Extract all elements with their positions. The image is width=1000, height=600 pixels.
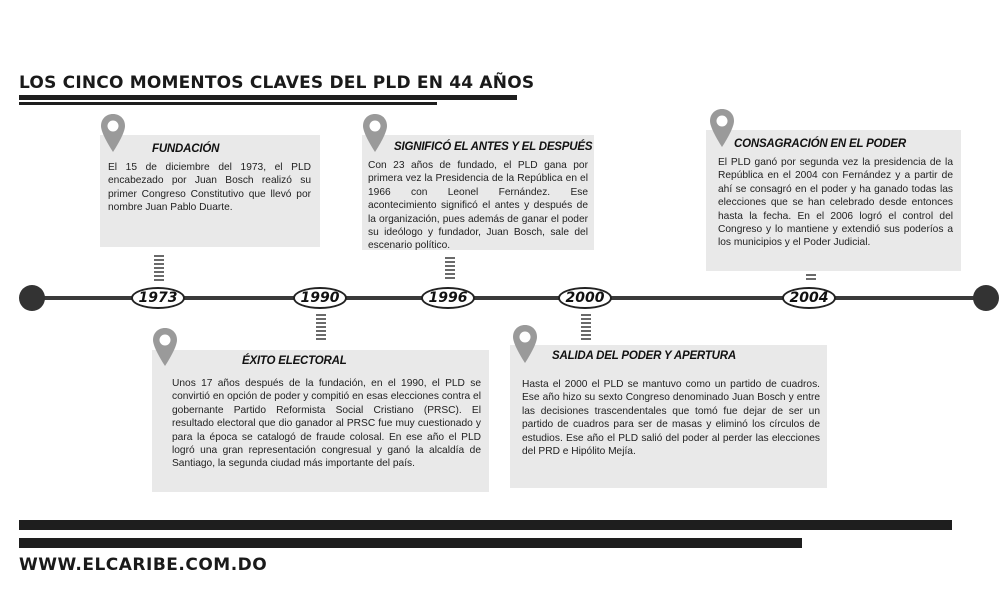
map-pin-icon xyxy=(152,327,178,367)
timeline-end-dot xyxy=(973,285,999,311)
year-marker-2000: 2000 xyxy=(558,287,612,309)
title-underline-thin xyxy=(19,102,437,105)
page-title: LOS CINCO MOMENTOS CLAVES DEL PLD EN 44 AÑOS xyxy=(19,73,535,93)
event-text: El 15 de diciembre del 1973, el PLD encabezado por Juan Bosch realizó su primer Congreso Constitutivo que llevó por nombre Juan Pablo Duarte. xyxy=(108,162,311,214)
event-title: CONSAGRACIÓN EN EL PODER xyxy=(734,138,906,150)
event-text: Hasta el 2000 el PLD se mantuvo como un partido de cuadros. Ese año hizo su sexto Congreso denominado Juan Bosch y entre las decisiones trascendentales que tomó fue dejar de ser un partido de cuadros para ser de masas y eliminó los círculos de estudios. Ese año el PLD salió del poder al perder las elecciones del PRD e Hipólito Mejía. xyxy=(522,379,820,458)
connector-2000 xyxy=(581,314,591,342)
title-underline-thick xyxy=(19,95,517,100)
map-pin-icon xyxy=(362,113,388,153)
event-title: FUNDACIÓN xyxy=(152,143,220,155)
year-marker-1996: 1996 xyxy=(421,287,475,309)
event-card-salida-poder xyxy=(510,345,827,488)
event-card-consagracion xyxy=(706,130,961,271)
event-text: Con 23 años de fundado, el PLD gana por primera vez la Presidencia de la República en el 1966 con Leonel Fernández. Ese acontecimiento significó el antes y después de la organización, pues además de ganar el poder su ideólogo y fundador, Juan Bosch, sale del escenario político. xyxy=(368,160,588,252)
event-text: El PLD ganó por segunda vez la presidencia de la República en el 2004 con Fernández y a partir de ahí se consagró en el poder y ha ganado todas las elecciones que se han celebrado desde entonces hasta la fecha. En el 2006 logró el control del Congreso y lo mantiene y extendió sus poderíos a los municipios y el Poder Judicial. xyxy=(718,157,953,249)
connector-1990 xyxy=(316,314,326,342)
map-pin-icon xyxy=(100,113,126,153)
connector-2004 xyxy=(806,274,816,282)
footer-bar-thin xyxy=(19,538,802,548)
map-pin-icon xyxy=(709,108,735,148)
year-marker-1990: 1990 xyxy=(293,287,347,309)
year-marker-1973: 1973 xyxy=(131,287,185,309)
event-text: Unos 17 años después de la fundación, en el 1990, el PLD se convirtió en opción de poder y compitió en esas elecciones contra el gobernante Partido Reformista Social Cristiano (PRSC). El resultado electoral que dio ganador al PRSC fue muy cuestionado y para la época se catalogó de fraude colosal. En ese año el PLD logró una gran representación congresual y ganó la alcaldía de Santiago, la segunda ciudad más importante del país. xyxy=(172,378,481,470)
event-title: ÉXITO ELECTORAL xyxy=(242,355,347,367)
year-marker-2004: 2004 xyxy=(782,287,836,309)
website-label: WWW.ELCARIBE.COM.DO xyxy=(19,555,268,575)
map-pin-icon xyxy=(512,324,538,364)
event-card-exito-electoral xyxy=(152,350,489,492)
event-card-fundacion xyxy=(100,135,320,247)
event-card-antes-despues xyxy=(362,135,594,250)
event-title: SALIDA DEL PODER Y APERTURA xyxy=(552,350,736,362)
connector-1996 xyxy=(445,257,455,281)
footer-bar-thick xyxy=(19,520,952,530)
timeline-start-dot xyxy=(19,285,45,311)
event-title: SIGNIFICÓ EL ANTES Y EL DESPUÉS xyxy=(394,141,593,153)
connector-1973 xyxy=(154,255,164,283)
